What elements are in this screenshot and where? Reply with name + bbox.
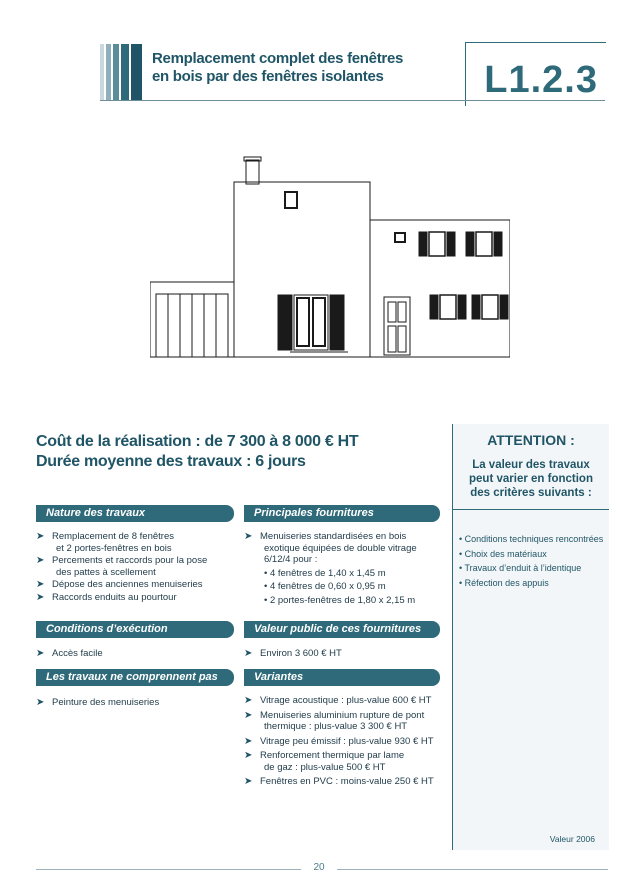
attention-criteria-list (459, 534, 609, 589)
list-item: ➤ Raccords enduits au pourtour (36, 591, 177, 603)
arrow-icon: ➤ (36, 555, 45, 566)
list-item: • Choix des matériaux (459, 549, 609, 561)
footer-rule-left (36, 869, 301, 870)
arrow-icon: ➤ (36, 531, 45, 542)
arrow-icon: ➤ (36, 579, 45, 590)
house-elevation-drawing (150, 152, 510, 367)
arrow-icon: ➤ (244, 750, 253, 761)
list-item: ➤ Environ 3 600 € HT (244, 648, 342, 659)
arrow-icon: ➤ (36, 648, 45, 659)
valeur-year: Valeur 2006 (549, 834, 595, 844)
arrow-icon: ➤ (244, 531, 253, 542)
cost-summary (36, 432, 446, 472)
attention-subtitle-line: peut varier en fonction (469, 473, 593, 485)
list-item: ➤ Vitrage acoustique : plus-value 600 € HT (244, 695, 432, 706)
list-item: ➤ Vitrage peu émissif : plus-value 930 € HT (244, 735, 434, 747)
reference-code-box (465, 42, 606, 106)
arrow-icon: ➤ (36, 697, 45, 708)
arrow-icon: ➤ (244, 735, 253, 747)
arrow-icon: ➤ (244, 709, 253, 721)
conditions-list (36, 648, 236, 661)
section-header-fournitures: Principales fournitures (244, 505, 440, 522)
list-item: ➤ Menuiseries standardisées en bois exotique équipées de double vitrage 6/12/4 pour : • 4 fenêtres de 1,40 x 1,45 m • 4 fenêtres de 0,60 x 0,95 m • 2 portes-fenêtres de 1,80 x 2,15 m (244, 531, 417, 606)
cost-line: Coût de la réalisation : de 7 300 à 8 000 € HT (36, 433, 359, 450)
page-title (152, 50, 452, 86)
list-item: ➤ Accès facile (36, 648, 103, 659)
attention-subtitle-line: des critères suivants : (470, 487, 592, 499)
section-header-valeur-public: Valeur public de ces fournitures (244, 621, 440, 638)
section-header-exclusions: Les travaux ne comprennent pas (36, 669, 234, 686)
footer-rule-right (337, 869, 608, 870)
arrow-icon: ➤ (244, 648, 253, 659)
list-item: ➤ Fenêtres en PVC : moins-value 250 € HT (244, 776, 434, 787)
reference-code: L1.2.3 (484, 59, 598, 101)
attention-divider (453, 509, 609, 510)
variantes-list (244, 695, 449, 789)
arrow-icon: ➤ (244, 776, 253, 787)
fournitures-list (244, 531, 444, 607)
header-divider (100, 100, 605, 101)
duration-line: Durée moyenne des travaux : 6 jours (36, 453, 306, 470)
title-line-2: en bois par des fenêtres isolantes (152, 68, 384, 85)
attention-title: ATTENTION : (487, 432, 575, 448)
list-item: ➤ Peinture des menuiseries (36, 697, 160, 708)
list-item: • Conditions techniques rencontrées (459, 534, 609, 546)
exclusions-list (36, 697, 236, 710)
header-stripes-decoration (100, 44, 142, 100)
list-item: ➤ Remplacement de 8 fenêtres et 2 portes-fenêtres en bois (36, 531, 174, 554)
list-item: ➤ Menuiseries aluminium rupture de pont thermique : plus-value 3 300 € HT (244, 709, 425, 732)
section-header-nature: Nature des travaux (36, 505, 234, 522)
list-item: • Travaux d’enduit à l’identique (459, 563, 609, 575)
attention-header (453, 432, 609, 500)
page-number: 20 (313, 862, 325, 873)
list-item: ➤ Renforcement thermique par lame de gaz : plus-value 500 € HT (244, 750, 405, 773)
arrow-icon: ➤ (244, 695, 253, 706)
arrow-icon: ➤ (36, 591, 45, 603)
title-line-1: Remplacement complet des fenêtres (152, 50, 404, 67)
attention-panel (452, 424, 609, 850)
list-item: ➤ Percements et raccords pour la pose des pattes à scellement (36, 555, 208, 578)
list-item: • Réfection des appuis (459, 578, 609, 590)
nature-list (36, 531, 236, 604)
valeur-public-list (244, 648, 444, 661)
attention-subtitle (453, 458, 609, 500)
section-header-variantes: Variantes (244, 669, 440, 686)
list-item: ➤ Dépose des anciennes menuiseries (36, 579, 203, 590)
attention-subtitle-line: La valeur des travaux (472, 459, 590, 471)
section-header-conditions: Conditions d’exécution (36, 621, 234, 638)
